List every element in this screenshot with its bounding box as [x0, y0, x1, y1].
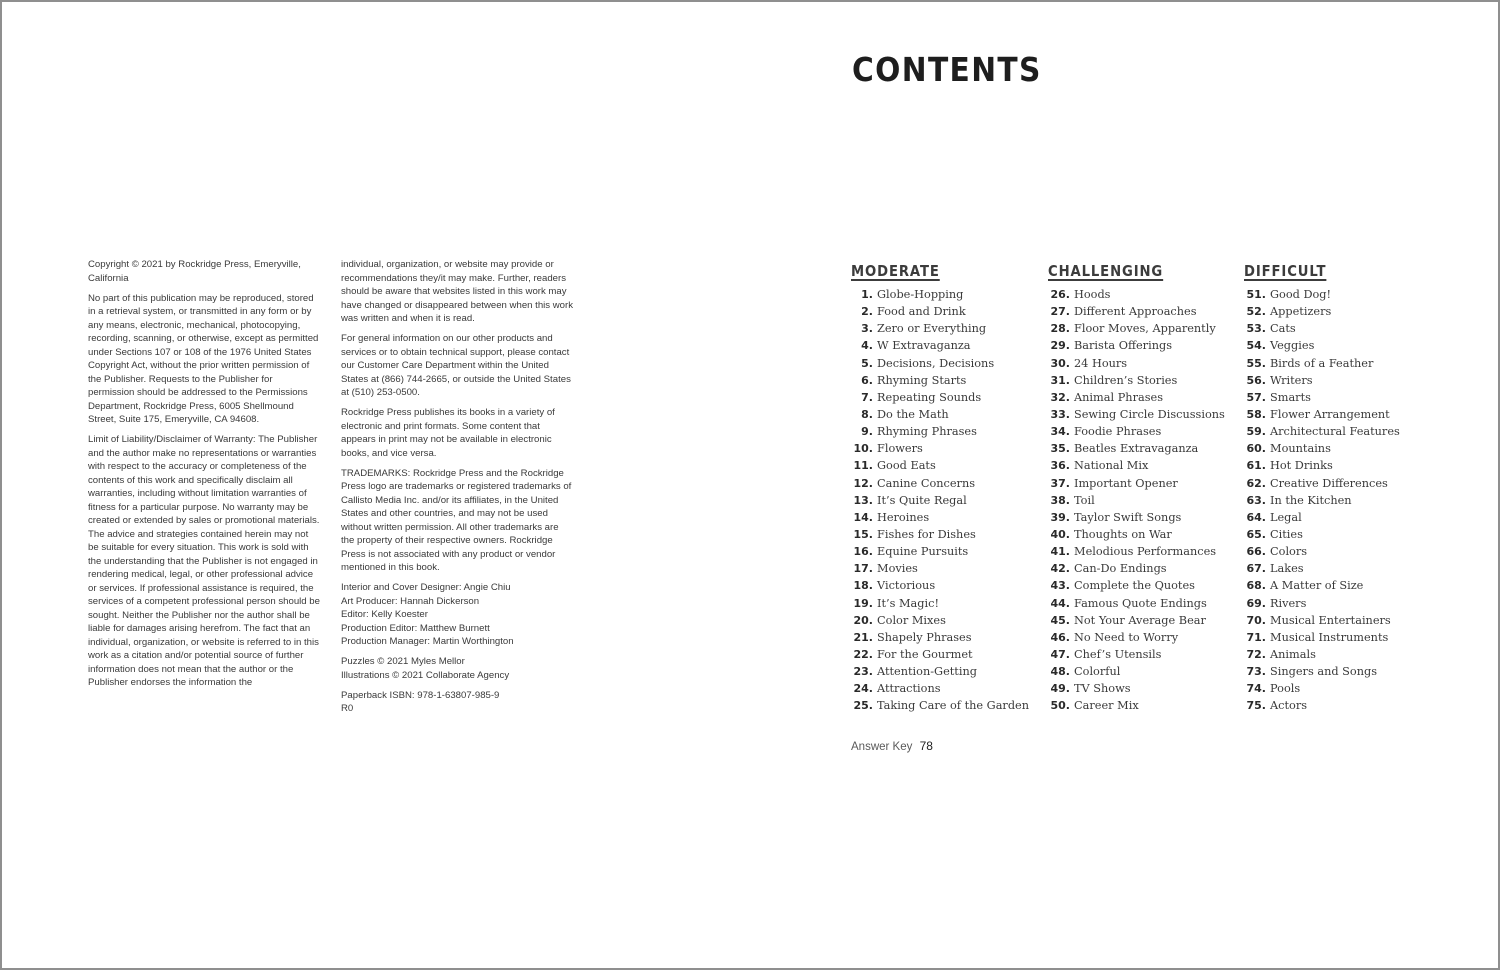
toc-entry-number: 63. [1246, 493, 1266, 507]
toc-entry-title: Career Mix [1074, 699, 1139, 713]
toc-entry-title: Victorious [877, 579, 936, 593]
toc-entry-title: Veggies [1270, 339, 1315, 353]
toc-entry-number: 72. [1246, 647, 1266, 661]
toc-entry-number: 60. [1246, 442, 1266, 456]
toc-entry-title: Pools [1270, 682, 1301, 696]
section-heading: MODERATE [851, 262, 940, 280]
copyright-column-middle [341, 258, 573, 722]
toc-entry-number: 57. [1246, 390, 1266, 404]
toc-entry-number: 61. [1246, 459, 1266, 473]
toc-entry-title: Food and Drink [877, 305, 966, 319]
toc-entry-title: Shapely Phrases [877, 630, 972, 644]
toc-list [1244, 288, 1400, 717]
toc-entry-number: 41. [1050, 545, 1070, 559]
toc-entry-number: 27. [1050, 305, 1070, 319]
toc-entry-number: 43. [1050, 579, 1070, 593]
toc-entry [851, 477, 1029, 494]
toc-entry-title: It’s Magic! [877, 596, 939, 610]
toc-entry [1244, 408, 1400, 425]
toc-entry [1048, 579, 1225, 596]
toc-entry-title: Heroines [877, 510, 930, 524]
toc-entry [1048, 322, 1225, 339]
toc-entry [851, 305, 1029, 322]
toc-entry [1048, 408, 1225, 425]
toc-entry-title: Canine Concerns [877, 476, 976, 490]
toc-entry-number: 55. [1246, 356, 1266, 370]
toc-entry-title: Chef’s Utensils [1074, 647, 1162, 661]
toc-entry-number: 12. [853, 476, 873, 490]
toc-entry-number: 47. [1050, 647, 1070, 661]
toc-entry [1048, 648, 1225, 665]
toc-entry-title: Writers [1270, 373, 1313, 387]
toc-entry-title: Decisions, Decisions [877, 356, 995, 370]
toc-entry-title: Attention-Getting [877, 665, 977, 679]
toc-entry-title: Rivers [1270, 596, 1307, 610]
toc-entry [1048, 374, 1225, 391]
toc-entry-title: Different Approaches [1074, 305, 1197, 319]
toc-entry-title: Sewing Circle Discussions [1074, 407, 1225, 421]
toc-entry-number: 20. [853, 613, 873, 627]
toc-entry [1244, 322, 1400, 339]
toc-entry-title: Legal [1270, 510, 1302, 524]
toc-entry [1048, 305, 1225, 322]
toc-entry-number: 18. [853, 579, 873, 593]
toc-entry [851, 425, 1029, 442]
toc-entry [1048, 511, 1225, 528]
toc-entry-number: 59. [1246, 425, 1266, 439]
toc-entry [851, 288, 1029, 305]
toc-entry [1244, 597, 1400, 614]
toc-entry-number: 37. [1050, 476, 1070, 490]
toc-entry-title: Not Your Average Bear [1074, 613, 1206, 627]
toc-entry-title: Famous Quote Endings [1074, 596, 1207, 610]
toc-entry-title: Floor Moves, Apparently [1074, 322, 1216, 336]
answer-key-label: Answer Key [851, 741, 913, 753]
toc-entry [851, 545, 1029, 562]
toc-entry-number: 30. [1050, 356, 1070, 370]
toc-entry-number: 33. [1050, 407, 1070, 421]
toc-entry-number: 46. [1050, 630, 1070, 644]
toc-entry-title: Flower Arrangement [1270, 407, 1390, 421]
toc-entry [1048, 494, 1225, 511]
toc-entry-number: 28. [1050, 322, 1070, 336]
toc-entry-title: Can-Do Endings [1074, 562, 1167, 576]
copyright-paragraph: TRADEMARKS: Rockridge Press and the Rockridge Press logo are trademarks or registered trademarks of Callisto Media Inc. and/or its affiliates, in the United States and other countries, and may not be used without written permission. All other trademarks are the property of their respective owners. Rockridge Press is not associated with any product or vendor mentioned in this book. [341, 467, 572, 573]
credits-paragraph: Puzzles © 2021 Myles Mellor Illustrations © 2021 Collaborate Agency [341, 656, 510, 681]
answer-key-page-number: 78 [919, 739, 933, 753]
toc-entry-number: 38. [1050, 493, 1070, 507]
toc-entry [851, 494, 1029, 511]
toc-entry-title: Color Mixes [877, 613, 946, 627]
toc-entry-title: Beatles Extravaganza [1074, 442, 1199, 456]
toc-entry-title: Musical Instruments [1270, 630, 1389, 644]
toc-entry-number: 22. [853, 647, 873, 661]
toc-entry [851, 408, 1029, 425]
toc-entry-number: 69. [1246, 596, 1266, 610]
toc-entry-number: 23. [853, 665, 873, 679]
toc-entry [851, 528, 1029, 545]
toc-entry-title: Creative Differences [1270, 476, 1388, 490]
toc-entry-number: 48. [1050, 665, 1070, 679]
toc-entry-number: 35. [1050, 442, 1070, 456]
toc-entry [851, 511, 1029, 528]
toc-entry-title: Appetizers [1270, 305, 1332, 319]
toc-entry-number: 7. [861, 390, 873, 404]
toc-entry-number: 16. [853, 545, 873, 559]
toc-entry-title: Lakes [1270, 562, 1304, 576]
toc-entry-number: 21. [853, 630, 873, 644]
toc-entry-number: 15. [853, 527, 873, 541]
toc-entry [1048, 528, 1225, 545]
credits-paragraph: Interior and Cover Designer: Angie Chiu Art Producer: Hannah Dickerson Editor: Kelly Koester Production Editor: Matthew Burnett Production Manager: Martin Worthington [341, 582, 514, 647]
toc-entry-number: 3. [861, 322, 873, 336]
toc-entry [851, 631, 1029, 648]
toc-list [851, 288, 1029, 717]
toc-entry [851, 699, 1029, 716]
toc-entry-title: Cities [1270, 527, 1303, 541]
toc-entry-title: Rhyming Phrases [877, 425, 977, 439]
toc-entry-number: 56. [1246, 373, 1266, 387]
toc-entry-title: Melodious Performances [1074, 545, 1217, 559]
toc-entry [1048, 425, 1225, 442]
toc-entry [851, 682, 1029, 699]
toc-entry-title: Attractions [877, 682, 941, 696]
toc-entry [1244, 494, 1400, 511]
toc-entry [1244, 442, 1400, 459]
toc-entry [851, 322, 1029, 339]
copyright-paragraph: For general information on our other products and services or to obtain technical support, please contact our Customer Care Department within the United States at (866) 744-2665, or outside the United States at (510) 253-0500. [341, 333, 571, 398]
toc-entry-number: 36. [1050, 459, 1070, 473]
toc-entry [1048, 682, 1225, 699]
toc-list [1048, 288, 1225, 717]
toc-entry-number: 66. [1246, 545, 1266, 559]
toc-entry-number: 5. [861, 356, 873, 370]
toc-entry [1244, 562, 1400, 579]
toc-entry [1048, 477, 1225, 494]
toc-entry-number: 40. [1050, 527, 1070, 541]
toc-entry-title: Children’s Stories [1074, 373, 1178, 387]
toc-entry-title: Rhyming Starts [877, 373, 967, 387]
toc-entry-number: 50. [1050, 699, 1070, 713]
toc-entry-title: It’s Quite Regal [877, 493, 967, 507]
toc-entry-number: 17. [853, 562, 873, 576]
toc-entry [1048, 699, 1225, 716]
toc-entry [1244, 699, 1400, 716]
toc-entry-title: National Mix [1074, 459, 1149, 473]
toc-entry-title: Toil [1074, 493, 1095, 507]
toc-entry [851, 442, 1029, 459]
toc-entry-title: Thoughts on War [1074, 527, 1172, 541]
toc-entry-title: Fishes for Dishes [877, 527, 976, 541]
toc-entry [851, 459, 1029, 476]
toc-entry-number: 9. [861, 425, 873, 439]
toc-entry-number: 51. [1246, 288, 1266, 301]
toc-entry [1244, 614, 1400, 631]
toc-entry-number: 74. [1246, 682, 1266, 696]
toc-entry [1244, 545, 1400, 562]
toc-entry-title: No Need to Worry [1074, 630, 1179, 644]
toc-entry-title: Hoods [1074, 288, 1111, 301]
toc-entry [1244, 391, 1400, 408]
toc-entry-title: Architectural Features [1270, 425, 1400, 439]
toc-entry-number: 68. [1246, 579, 1266, 593]
toc-entry [1244, 374, 1400, 391]
section-heading: DIFFICULT [1244, 262, 1327, 280]
toc-entry [851, 648, 1029, 665]
toc-entry-number: 52. [1246, 305, 1266, 319]
toc-entry-number: 70. [1246, 613, 1266, 627]
toc-entry [1244, 339, 1400, 356]
section-challenging [1048, 262, 1225, 717]
toc-entry [1244, 665, 1400, 682]
toc-entry [1244, 648, 1400, 665]
toc-entry-number: 73. [1246, 665, 1266, 679]
toc-entry [851, 614, 1029, 631]
toc-entry-title: Equine Pursuits [877, 545, 969, 559]
toc-entry-title: TV Shows [1074, 682, 1131, 696]
toc-entry-title: Animal Phrases [1074, 390, 1163, 404]
toc-entry-title: W Extravaganza [877, 339, 971, 353]
toc-entry [1048, 631, 1225, 648]
toc-entry [1244, 459, 1400, 476]
toc-entry-title: Musical Entertainers [1270, 613, 1391, 627]
toc-entry-title: Movies [877, 562, 918, 576]
toc-entry [1244, 579, 1400, 596]
toc-entry-number: 13. [853, 493, 873, 507]
toc-entry-title: Taking Care of the Garden [877, 699, 1030, 713]
toc-entry [1244, 631, 1400, 648]
toc-entry-title: Actors [1270, 699, 1308, 713]
toc-entry-title: Barista Offerings [1074, 339, 1173, 353]
toc-entry [1048, 545, 1225, 562]
toc-entry [1048, 562, 1225, 579]
toc-entry-number: 64. [1246, 510, 1266, 524]
toc-entry [1048, 339, 1225, 356]
toc-entry-title: Good Eats [877, 459, 936, 473]
toc-entry-number: 24. [853, 682, 873, 696]
section-moderate [851, 262, 1029, 717]
toc-entry [1244, 682, 1400, 699]
toc-entry-number: 34. [1050, 425, 1070, 439]
toc-entry [851, 579, 1029, 596]
toc-entry-number: 25. [853, 699, 873, 713]
toc-entry-number: 2. [861, 305, 873, 319]
toc-entry-number: 14. [853, 510, 873, 524]
toc-entry [1244, 528, 1400, 545]
toc-entry [1048, 442, 1225, 459]
toc-entry-title: Colors [1270, 545, 1308, 559]
toc-entry-title: Hot Drinks [1270, 459, 1333, 473]
toc-entry [1048, 459, 1225, 476]
toc-entry-title: Good Dog! [1270, 288, 1332, 301]
toc-entry-number: 6. [861, 373, 873, 387]
toc-entry-title: Birds of a Feather [1270, 356, 1374, 370]
toc-entry [851, 339, 1029, 356]
isbn-paragraph: Paperback ISBN: 978-1-63807-985-9 R0 [341, 689, 500, 714]
toc-entry-number: 26. [1050, 288, 1070, 301]
toc-entry [1048, 357, 1225, 374]
copyright-paragraph: Copyright © 2021 by Rockridge Press, Emeryville, California [88, 259, 301, 284]
toc-entry-title: Taylor Swift Songs [1074, 510, 1182, 524]
toc-entry-number: 54. [1246, 339, 1266, 353]
answer-key-entry [851, 739, 933, 753]
toc-entry [851, 374, 1029, 391]
toc-entry-number: 62. [1246, 476, 1266, 490]
toc-entry-number: 44. [1050, 596, 1070, 610]
toc-entry-title: Cats [1270, 322, 1296, 336]
toc-entry-title: Important Opener [1074, 476, 1178, 490]
toc-entry [851, 562, 1029, 579]
toc-entry-number: 29. [1050, 339, 1070, 353]
toc-entry [1244, 305, 1400, 322]
toc-entry-number: 53. [1246, 322, 1266, 336]
toc-entry [1048, 614, 1225, 631]
toc-entry-number: 8. [861, 407, 873, 421]
copyright-column-left [88, 258, 320, 696]
toc-entry [851, 597, 1029, 614]
toc-entry-title: A Matter of Size [1270, 579, 1364, 593]
toc-entry-title: Foodie Phrases [1074, 425, 1162, 439]
toc-entry [1244, 357, 1400, 374]
section-difficult [1244, 262, 1400, 717]
toc-entry-number: 4. [861, 339, 873, 353]
copyright-paragraph: Limit of Liability/Disclaimer of Warranty: The Publisher and the author make no representations or warranties with respect to the accuracy or completeness of the contents of this work and specifically disclaim all warranties, including without limitation warranties of fitness for a particular purpose. No warranty may be created or extended by sales or promotional materials. The advice and strategies contained herein may not be suitable for every situation. This work is sold with the understanding that the Publisher is not engaged in rendering medical, legal, or other professional advice or services. If professional assistance is required, the services of a competent professional person should be sought. Neither the Publisher nor the author shall be liable for damages arising herefrom. The fact that an individual, organization, or website is referred to in this work as a citation and/or potential source of further information does not mean that the author or the Publisher endorses the information the [88, 434, 320, 688]
toc-entry-number: 1. [861, 288, 873, 301]
toc-entry-number: 67. [1246, 562, 1266, 576]
toc-entry-number: 31. [1050, 373, 1070, 387]
toc-entry-title: Do the Math [877, 407, 949, 421]
toc-entry-title: Singers and Songs [1270, 665, 1378, 679]
toc-entry-number: 10. [853, 442, 873, 456]
toc-entry-title: Flowers [877, 442, 923, 456]
toc-entry-number: 45. [1050, 613, 1070, 627]
toc-entry-title: Animals [1270, 647, 1316, 661]
toc-entry-number: 71. [1246, 630, 1266, 644]
toc-entry-title: Colorful [1074, 665, 1121, 679]
toc-entry [1244, 477, 1400, 494]
toc-entry-number: 42. [1050, 562, 1070, 576]
toc-entry [1244, 288, 1400, 305]
copyright-paragraph: individual, organization, or website may provide or recommendations they/it may make. Further, readers should be aware that websites listed in this work may have changed or disappeared between when this work was written and when it is read. [341, 259, 574, 324]
toc-entry-title: Globe-Hopping [877, 288, 964, 301]
toc-entry-title: For the Gourmet [877, 647, 973, 661]
toc-entry-title: Smarts [1270, 390, 1311, 404]
toc-entry [851, 357, 1029, 374]
toc-entry-title: In the Kitchen [1270, 493, 1352, 507]
toc-entry-number: 11. [853, 459, 873, 473]
contents-title: CONTENTS [852, 50, 1042, 89]
toc-entry-number: 58. [1246, 407, 1266, 421]
toc-entry [1244, 511, 1400, 528]
copyright-paragraph: No part of this publication may be reproduced, stored in a retrieval system, or transmitted in any form or by any means, electronic, mechanical, photocopying, recording, scanning, or otherwise, except as permitted under Sections 107 or 108 of the 1976 United States Copyright Act, without the prior written permission of the Publisher. Requests to the Publisher for permission should be addressed to the Permissions Department, Rockridge Press, 6005 Shellmound Street, Suite 175, Emeryville, CA 94608. [88, 292, 319, 425]
section-heading: CHALLENGING [1048, 262, 1164, 280]
toc-entry [1048, 665, 1225, 682]
toc-entry [1244, 425, 1400, 442]
toc-entry [1048, 288, 1225, 305]
toc-entry-title: Mountains [1270, 442, 1331, 456]
toc-entry-title: Repeating Sounds [877, 390, 982, 404]
toc-entry-number: 65. [1246, 527, 1266, 541]
toc-entry [1048, 597, 1225, 614]
toc-entry-title: Complete the Quotes [1074, 579, 1195, 593]
toc-entry [851, 665, 1029, 682]
toc-entry-number: 75. [1246, 699, 1266, 713]
copyright-paragraph: Rockridge Press publishes its books in a variety of electronic and print formats. Some content that appears in print may not be available in electronic books, and vice versa. [341, 407, 555, 459]
toc-entry-title: Zero or Everything [877, 322, 987, 336]
toc-entry-number: 19. [853, 596, 873, 610]
toc-entry-number: 49. [1050, 682, 1070, 696]
toc-entry [1048, 391, 1225, 408]
toc-entry-number: 39. [1050, 510, 1070, 524]
toc-entry [851, 391, 1029, 408]
toc-entry-title: 24 Hours [1074, 356, 1128, 370]
toc-entry-number: 32. [1050, 390, 1070, 404]
